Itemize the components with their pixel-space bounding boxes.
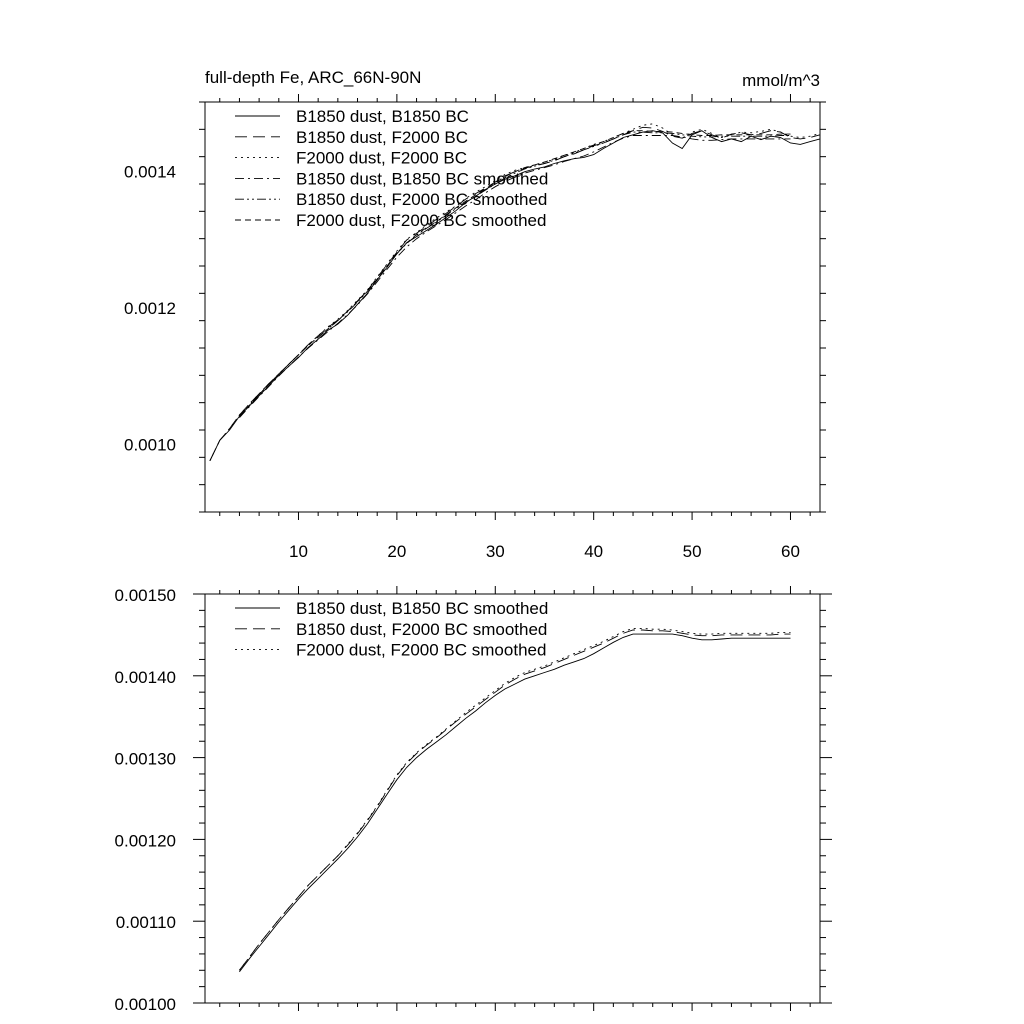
x-tick-label: 10 [289,542,308,561]
series-line [239,630,790,970]
legend-label: F2000 dust, F2000 BC [296,148,468,168]
x-tick-label: 50 [682,542,702,561]
bottom-panel [115,586,832,1014]
x-tick-label: 20 [387,542,407,561]
y-tick-label: 0.0012 [124,299,176,318]
legend-label: B1850 dust, F2000 BC smoothed [296,190,548,210]
y-tick-label: 0.00140 [114,667,176,687]
legend-label: B1850 dust, F2000 BC smoothed [296,619,548,639]
legend-label: F2000 dust, F2000 BC smoothed [296,640,547,660]
y-tick-label: 0.00150 [114,586,176,605]
y-tick-label: 0.00120 [114,831,176,851]
x-tick-label: 60 [781,542,800,561]
legend-label: B1850 dust, B1850 BC smoothed [296,599,549,618]
x-tick-label: 40 [584,542,604,561]
legend-label: B1850 dust, B1850 BC [296,107,469,126]
y-tick-label: 0.00130 [114,749,176,769]
y-tick-label: 0.0010 [124,435,176,455]
series-line [239,628,790,970]
y-tick-label: 0.00110 [115,913,176,933]
y-tick-label: 0.00100 [114,995,176,1014]
legend-label: B1850 dust, F2000 BC [296,127,469,147]
series-line [239,634,790,972]
units-label: mmol/m^3 [742,71,820,90]
legend-label: B1850 dust, B1850 BC smoothed [296,169,549,189]
legend-label: F2000 dust, F2000 BC smoothed [296,211,547,230]
y-tick-label: 0.0014 [124,162,176,182]
top-panel [124,94,826,561]
x-tick-label: 30 [485,542,505,561]
chart-title: full-depth Fe, ARC_66N-90N [205,68,422,87]
